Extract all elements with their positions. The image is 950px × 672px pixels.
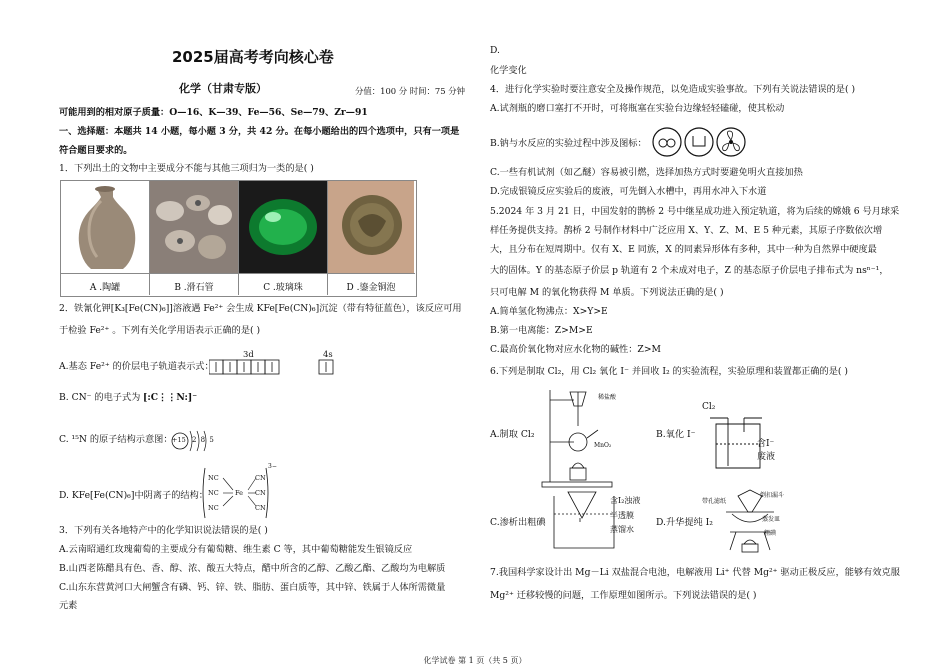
q3-stem: 3．下列有关各地特产中的化学知识说法错误的是( )	[59, 525, 268, 536]
q1-stem: 1．下列出土的文物中主要成分不能与其他三项归为一类的是( )	[59, 163, 314, 174]
q6-option-a: A.制取 Cl₂	[490, 429, 535, 440]
glass-bead-image	[239, 181, 327, 273]
ligand-cn-1: CN	[255, 474, 266, 482]
q4-option-a: A.试剂瓶的磨口塞打不开时，可将瓶塞在实验台边缘轻轻磕碰，使其松动	[490, 103, 785, 114]
ligand-nc-3: NC	[208, 504, 219, 512]
q5-line-2: 样任务提供支持。鹊桥 2 号制作材料中广泛应用 X、Y、Z、M、E 5 种元素，其原子序数依次增	[490, 225, 883, 236]
q2-stem-cont: 于检验 Fe²⁺ 。下列有关化学用语表示正确的是( )	[59, 325, 261, 336]
orbital-3d-label: 3d	[243, 349, 254, 359]
ligand-cn-3: CN	[255, 504, 266, 512]
mno2-label: MnO₂	[594, 442, 612, 449]
cyanide-electron-formula: [:C⋮⋮N:]⁻	[143, 392, 198, 403]
q5-line-3: 大，且分布在短周期中。仅有 X、E 同族，X 的同素异形体有多种，其中一种为自然界中硬度最	[490, 244, 877, 255]
clay-jar-image	[61, 181, 149, 273]
q5-line-1: 5.2024 年 3 月 21 日，中国发射的鹊桥 2 号中继星成功进入预定轨道，将为后续的嫦娥 6 号月球采	[490, 206, 900, 217]
ligand-nc-1: NC	[208, 474, 219, 482]
hand-wash-icon	[685, 128, 713, 156]
q2-option-b: B. CN⁻ 的电子式为	[59, 392, 141, 403]
q1-option-d: D .鎏金铜泡	[346, 283, 396, 293]
anion-charge: 3−	[268, 463, 277, 470]
q5-option-a: A.简单氢化物沸点：X>Y>E	[490, 306, 608, 317]
q6-option-b: B.氧化 I⁻	[656, 429, 696, 440]
q3-option-d-label: D.	[490, 45, 500, 56]
q3-option-d-text: 化学变化	[490, 65, 527, 76]
gilt-bronze-image	[328, 181, 414, 273]
cl2-label: Cl₂	[702, 402, 716, 412]
q5-line-5: 只可电解 M 的氧化物获得 M 单质。下列说法正确的是( )	[490, 287, 724, 298]
q1-option-c: C .玻璃珠	[263, 283, 303, 293]
ligand-nc-2: NC	[208, 489, 219, 497]
q2-stem: 2．铁氰化钾[K₃[Fe(CN)₆]]溶液遇 Fe²⁺ 会生成 KFe[Fe(CN)₆]沉淀（带有特征蓝色），该反应可用	[59, 303, 462, 314]
q5-option-c: C.最高价氧化物对应水化物的碱性：Z>M	[490, 344, 661, 355]
iodine-suspension-label: 含I₂浊液	[610, 496, 641, 505]
q6-option-d: D.升华提纯 I₂	[656, 517, 713, 528]
q2-option-a: A.基态 Fe²⁺ 的价层电子轨道表示式：	[59, 361, 214, 372]
membrane-label: 半透膜	[610, 511, 634, 520]
goggles-icon	[653, 128, 681, 156]
q2-option-c: C. ¹⁵N 的原子结构示意图：	[59, 434, 173, 445]
orbital-diagram	[209, 359, 349, 375]
q6-option-c: C.渗析出粗碘	[490, 517, 546, 528]
inverted-funnel-label: 倒扣漏斗	[760, 492, 785, 499]
evaporating-dish-label: 蒸发皿	[762, 516, 781, 523]
exam-meta: 分值：100 分 时间：75 分钟	[355, 86, 466, 96]
q4-option-b: B.钠与水反应的实验过程中涉及图标：	[490, 138, 647, 149]
electron-shells: 2 8 5	[192, 436, 215, 444]
q4-option-c: C.一些有机试剂（如乙醚）容易被引燃，选择加热方式时要避免明火直接加热	[490, 167, 803, 178]
page-footer: 化学试卷 第 1 页（共 5 页）	[423, 656, 527, 665]
iodide-label: 含I⁻	[757, 439, 775, 449]
q6-stem: 6.下列是制取 Cl₂，用 Cl₂ 氧化 I⁻ 并回收 I₂ 的实验流程，实验原理和装置都正确的是( )	[490, 366, 849, 377]
talc-tubes-image	[150, 181, 238, 273]
exam-subtitle: 化学（甘肃专版）	[179, 82, 267, 95]
q3-option-c: C.山东东营黄河口大闸蟹含有磷、钙、锌、铁、脂肪、蛋白质等，其中锌、铁属于人体所需微量	[59, 582, 446, 593]
distilled-water-label: 蒸馏水	[610, 525, 634, 534]
q1-option-b: B .滑石管	[174, 283, 214, 293]
q2-option-d: D. KFe[Fe(CN)₆]中阴离子的结构：	[59, 490, 208, 501]
orbital-4s-label: 4s	[323, 349, 333, 359]
ventilation-icon	[717, 128, 745, 156]
gas-washing-bottle	[710, 392, 790, 472]
q7-line-2: Mg²⁺ 迁移较慢的问题，工作原理如图所示。下列说法错误的是( )	[490, 590, 757, 601]
crude-iodine-label: 粗碘	[764, 530, 777, 537]
q4-stem: 4．进行化学实验时要注意安全及操作规范，以免造成实验事故。下列有关说法错误的是( )	[490, 84, 856, 95]
exam-title: 2025届高考考向核心卷	[172, 48, 334, 66]
ligand-cn-2: CN	[255, 489, 266, 497]
q5-line-4: 大的固体。Y 的基态原子价层 p 轨道有 2 个未成对电子，Z 的基态原子价层电子排布式为 nsⁿ⁻¹，	[490, 265, 889, 276]
section-heading: 一、选择题：本题共 14 小题，每小题 3 分，共 42 分。在每小题给出的四个选项中，只有一项是	[59, 126, 460, 137]
q3-option-b: B.山西老陈醋具有色、香、醇、浓、酸五大特点，醋中所含的乙醇、乙酸乙酯、乙酸均为电解质	[59, 563, 446, 574]
q1-option-a: A .陶罐	[89, 283, 121, 293]
waste-liquid-label: 废液	[757, 452, 776, 462]
q3-option-c-cont: 元素	[59, 600, 78, 611]
safety-icons	[652, 126, 746, 158]
hcl-label: 稀盐酸	[598, 394, 617, 401]
section-heading-cont: 符合题目要求的。	[59, 145, 133, 156]
q4-option-d: D.完成银镜反应实验后的废液，可先倒入水槽中，再用水冲入下水道	[490, 186, 767, 197]
filter-paper-label: 带孔滤纸	[702, 498, 727, 505]
nucleus-charge: +15	[172, 436, 186, 444]
q3-option-a: A.云南昭通红玫瑰葡萄的主要成分有葡萄糖、维生素 C 等，其中葡萄糖能发生银镜反应	[59, 544, 413, 555]
q5-option-b: B.第一电离能：Z>M>E	[490, 325, 593, 336]
atomic-masses: 可能用到的相对原子质量：O—16、K—39、Fe—56、Se—79、Zr—91	[59, 107, 368, 118]
iron-center: Fe	[235, 489, 244, 497]
q7-line-1: 7.我国科学家设计出 Mg－Li 双盐混合电池，电解液用 Li⁺ 代替 Mg²⁺ 驱动正极反应，能够有效克服	[490, 567, 900, 578]
